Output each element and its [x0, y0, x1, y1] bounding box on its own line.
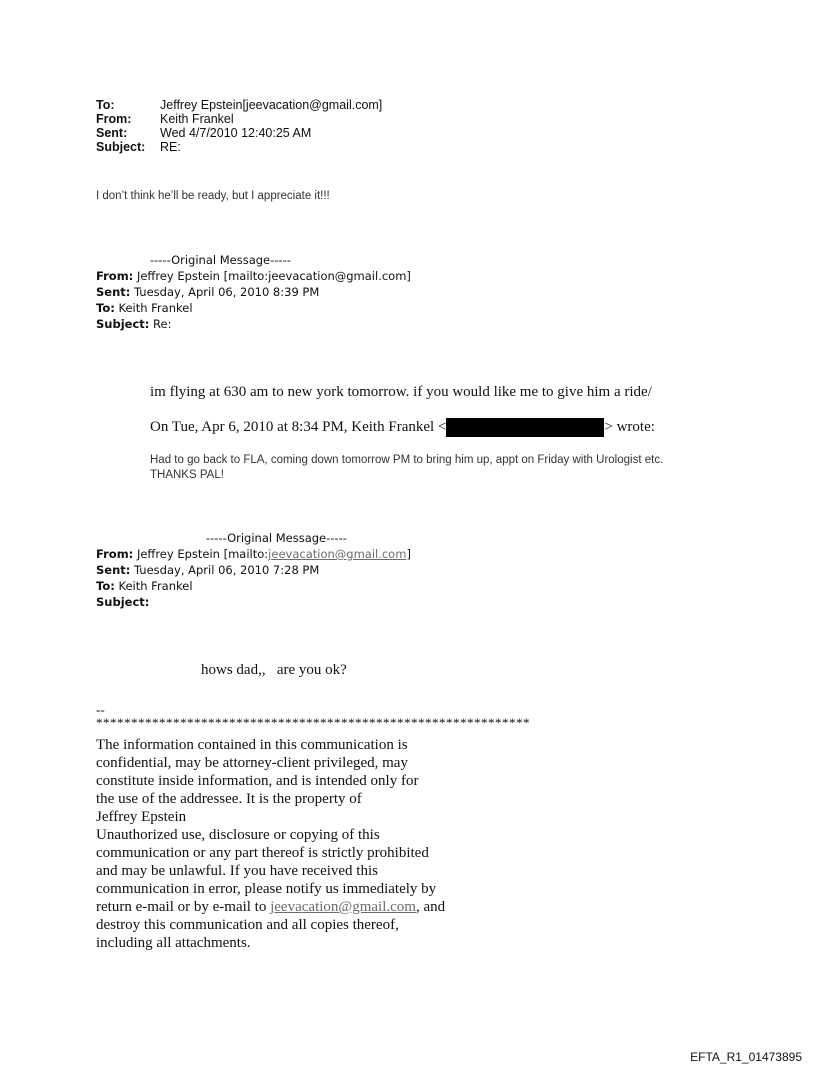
disclaimer: [96, 736, 516, 952]
original2-from-label: From:: [96, 547, 134, 561]
sent-value: Wed 4/7/2010 12:40:25 AM: [160, 126, 312, 140]
original1-from-value: Jeffrey Epstein [mailto:jeevacation@gmail.com]: [136, 269, 411, 283]
quoted-text: Had to go back to FLA, coming down tomorrow PM to bring him up, appt on Friday with Urologist etc. THANKS PAL!: [150, 454, 664, 481]
original1-from-label: From:: [96, 269, 134, 283]
original1-sent: [96, 284, 319, 300]
from-label: From:: [96, 112, 132, 126]
disclaimer-line: and may be unlawful. If you have received this: [96, 863, 378, 879]
disclaimer-line: destroy this communication and all copies thereof,: [96, 917, 399, 933]
disclaimer-line: The information contained in this communication is: [96, 737, 408, 753]
signature-dash: --: [96, 702, 105, 717]
subject-label: Subject:: [96, 140, 146, 154]
disclaimer-line: Unauthorized use, disclosure or copying of this: [96, 827, 380, 843]
redaction-block: [446, 418, 604, 437]
quote-intro: [150, 418, 655, 437]
original2-to: [96, 578, 193, 594]
original1-subject: [96, 316, 171, 332]
disclaimer-email-prefix: return e-mail or by e-mail to: [96, 899, 271, 915]
disclaimer-line: the use of the addressee. It is the property of: [96, 791, 362, 807]
original2-to-value: Keith Frankel: [118, 579, 193, 593]
original1-to-value: Keith Frankel: [118, 301, 193, 315]
epstein-reply: im flying at 630 am to new york tomorrow. if you would like me to give him a ride/: [150, 384, 652, 400]
original1-sent-label: Sent:: [96, 285, 131, 299]
subject-value: RE:: [160, 140, 181, 154]
original1-subject-label: Subject:: [96, 317, 150, 331]
disclaimer-email-suffix: , and: [415, 899, 446, 915]
original2-to-label: To:: [96, 579, 115, 593]
original1-subject-value: Re:: [153, 317, 172, 331]
disclaimer-email-line: [96, 898, 516, 916]
original2-from: [96, 546, 411, 562]
original2-from-prefix: Jeffrey Epstein [mailto:: [136, 547, 269, 561]
original1-sent-value: Tuesday, April 06, 2010 8:39 PM: [134, 285, 320, 299]
original2-sent-value: Tuesday, April 06, 2010 7:28 PM: [134, 563, 320, 577]
to-label: To:: [96, 98, 115, 112]
disclaimer-line: including all attachments.: [96, 935, 251, 951]
quote-intro-before: On Tue, Apr 6, 2010 at 8:34 PM, Keith Frankel <: [150, 419, 447, 435]
disclaimer-line: Jeffrey Epstein: [96, 809, 187, 825]
quote-intro-after: > wrote:: [604, 419, 655, 435]
first-message: hows dad,, are you ok?: [201, 662, 347, 678]
to-value: Jeffrey Epstein[jeevacation@gmail.com]: [160, 98, 383, 112]
disclaimer-line: communication or any part thereof is strictly prohibited: [96, 845, 429, 861]
disclaimer-line: communication in error, please notify us immediately by: [96, 881, 437, 897]
reply-body: I don’t think he’ll be ready, but I appreciate it!!!: [96, 190, 330, 202]
original2-subject: [96, 594, 149, 610]
disclaimer-line: constitute inside information, and is intended only for: [96, 773, 419, 789]
sent-label: Sent:: [96, 126, 128, 140]
original2-from-suffix: ]: [406, 547, 411, 561]
original1-from: [96, 268, 411, 284]
document-id: EFTA_R1_01473895: [690, 1050, 802, 1064]
original2-sent-label: Sent:: [96, 563, 131, 577]
signature-stars: **************************************************************: [96, 715, 530, 730]
original1-to-label: To:: [96, 301, 115, 315]
disclaimer-line: confidential, may be attorney-client privileged, may: [96, 755, 408, 771]
original2-subject-label: Subject:: [96, 595, 150, 609]
original-message-separator-2: -----Original Message-----: [206, 531, 347, 545]
original2-sent: [96, 562, 319, 578]
original1-to: [96, 300, 193, 316]
disclaimer-email-link[interactable]: jeevacation@gmail.com: [270, 899, 416, 915]
from-value: Keith Frankel: [160, 112, 234, 126]
original-message-separator-1: -----Original Message-----: [150, 253, 291, 267]
original2-email-link[interactable]: jeevacation@gmail.com: [268, 547, 407, 561]
